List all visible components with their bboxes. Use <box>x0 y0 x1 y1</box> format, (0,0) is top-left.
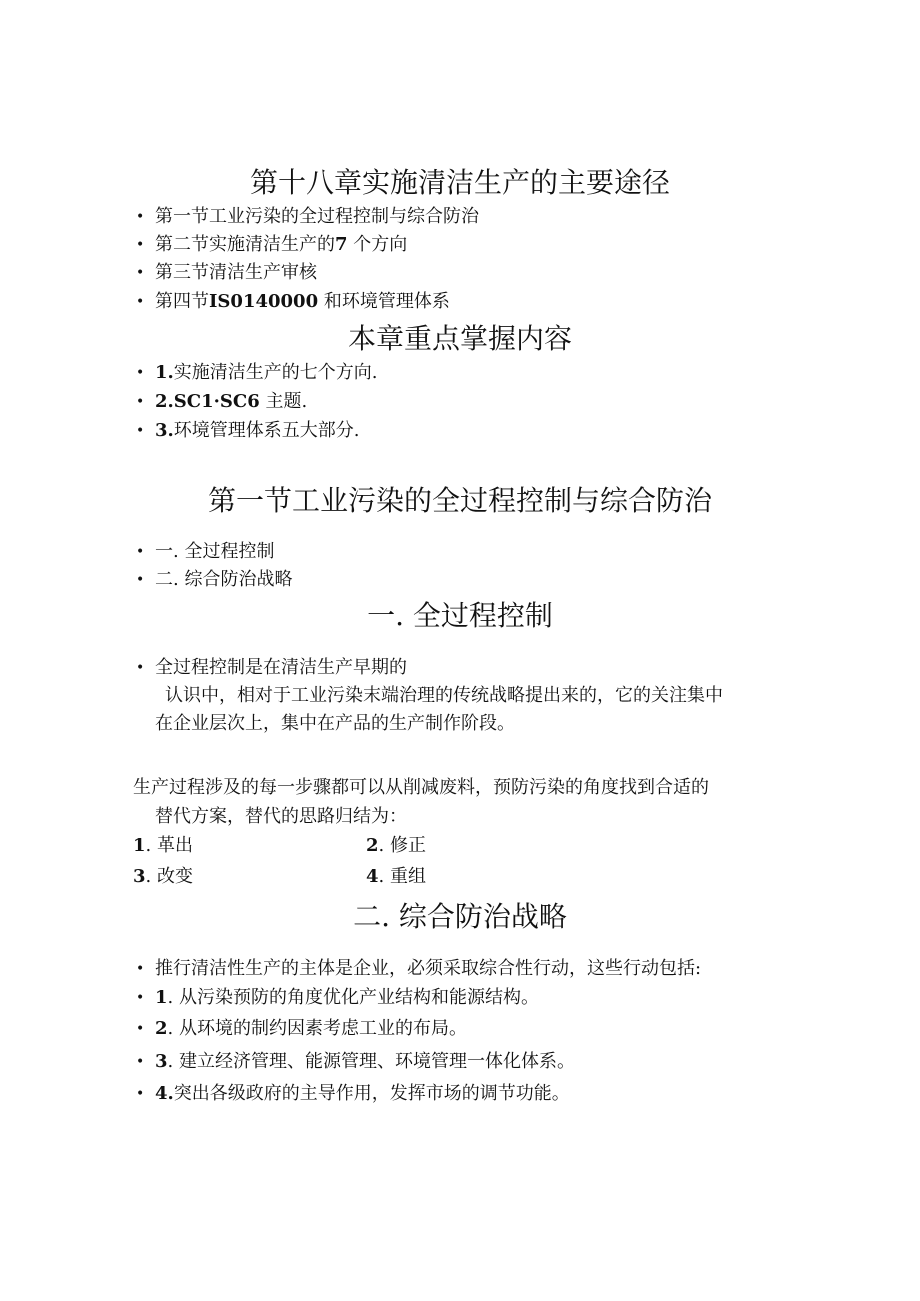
bullet-icon: • <box>136 294 145 310</box>
chapter-title: 第十八章实施清洁生产的主要途径 <box>249 166 670 199</box>
paragraph-line: 替代方案，替代的思路归结为： <box>155 806 407 827</box>
bullet-icon: • <box>136 237 145 253</box>
focus-title: 本章重点掌握内容 <box>347 322 572 355</box>
option-item: 3. 改变 <box>133 866 193 887</box>
bullet-icon: • <box>136 660 145 676</box>
strategy-item: 3. 建立经济管理、能源管理、环境管理一体化体系。 <box>155 1051 575 1072</box>
strategy-item: 2. 从环境的制约因素考虑工业的布局。 <box>155 1018 467 1039</box>
section-item: 二. 综合防治战略 <box>155 569 293 590</box>
bullet-icon: • <box>136 544 145 560</box>
bullet-icon: • <box>136 209 145 225</box>
paragraph-line: 在企业层次上，集中在产品的生产制作阶段。 <box>155 713 515 734</box>
strategy-item: 4.突出各级政府的主导作用，发挥市场的调节功能。 <box>155 1083 570 1104</box>
option-item: 2. 修正 <box>366 835 426 856</box>
bullet-icon: • <box>136 990 145 1006</box>
focus-item: 1.实施清洁生产的七个方向. <box>155 362 378 383</box>
strategy-item: 推行清洁性生产的主体是企业，必须采取综合性行动，这些行动包括: <box>155 958 702 979</box>
option-item: 4. 重组 <box>366 866 426 887</box>
subsection-title: 二. 综合防治战略 <box>353 900 567 933</box>
bullet-icon: • <box>136 1021 145 1037</box>
paragraph-line: 生产过程涉及的每一步骤都可以从削减废料，预防污染的角度找到合适的 <box>133 777 709 798</box>
toc-item: 第二节实施清洁生产的7 个方向 <box>155 234 408 255</box>
bullet-icon: • <box>136 394 145 410</box>
toc-item: 第三节清洁生产审核 <box>155 262 317 283</box>
bullet-icon: • <box>136 365 145 381</box>
strategy-item: 1. 从污染预防的角度优化产业结构和能源结构。 <box>155 987 539 1008</box>
paragraph-line: 认识中，相对于工业污染末端治理的传统战略提出来的，它的关注集中 <box>165 685 723 706</box>
option-item: 1. 革出 <box>133 835 193 856</box>
bullet-icon: • <box>136 1086 145 1102</box>
bullet-icon: • <box>136 423 145 439</box>
bullet-icon: • <box>136 572 145 588</box>
focus-item: 2.SC1·SC6 主题. <box>155 391 308 412</box>
focus-item: 3.环境管理体系五大部分. <box>155 420 360 441</box>
toc-item: 第一节工业污染的全过程控制与综合防治 <box>155 206 479 227</box>
bullet-icon: • <box>136 1054 145 1070</box>
section-item: 一. 全过程控制 <box>155 541 275 562</box>
section-title: 第一节工业污染的全过程控制与综合防治 <box>207 484 712 517</box>
bullet-icon: • <box>136 961 145 977</box>
bullet-icon: • <box>136 265 145 281</box>
subsection-title: 一. 全过程控制 <box>367 599 553 632</box>
toc-item: 第四节IS0140000 和环境管理体系 <box>155 291 450 312</box>
paragraph-line: 全过程控制是在清洁生产早期的 <box>155 657 407 678</box>
